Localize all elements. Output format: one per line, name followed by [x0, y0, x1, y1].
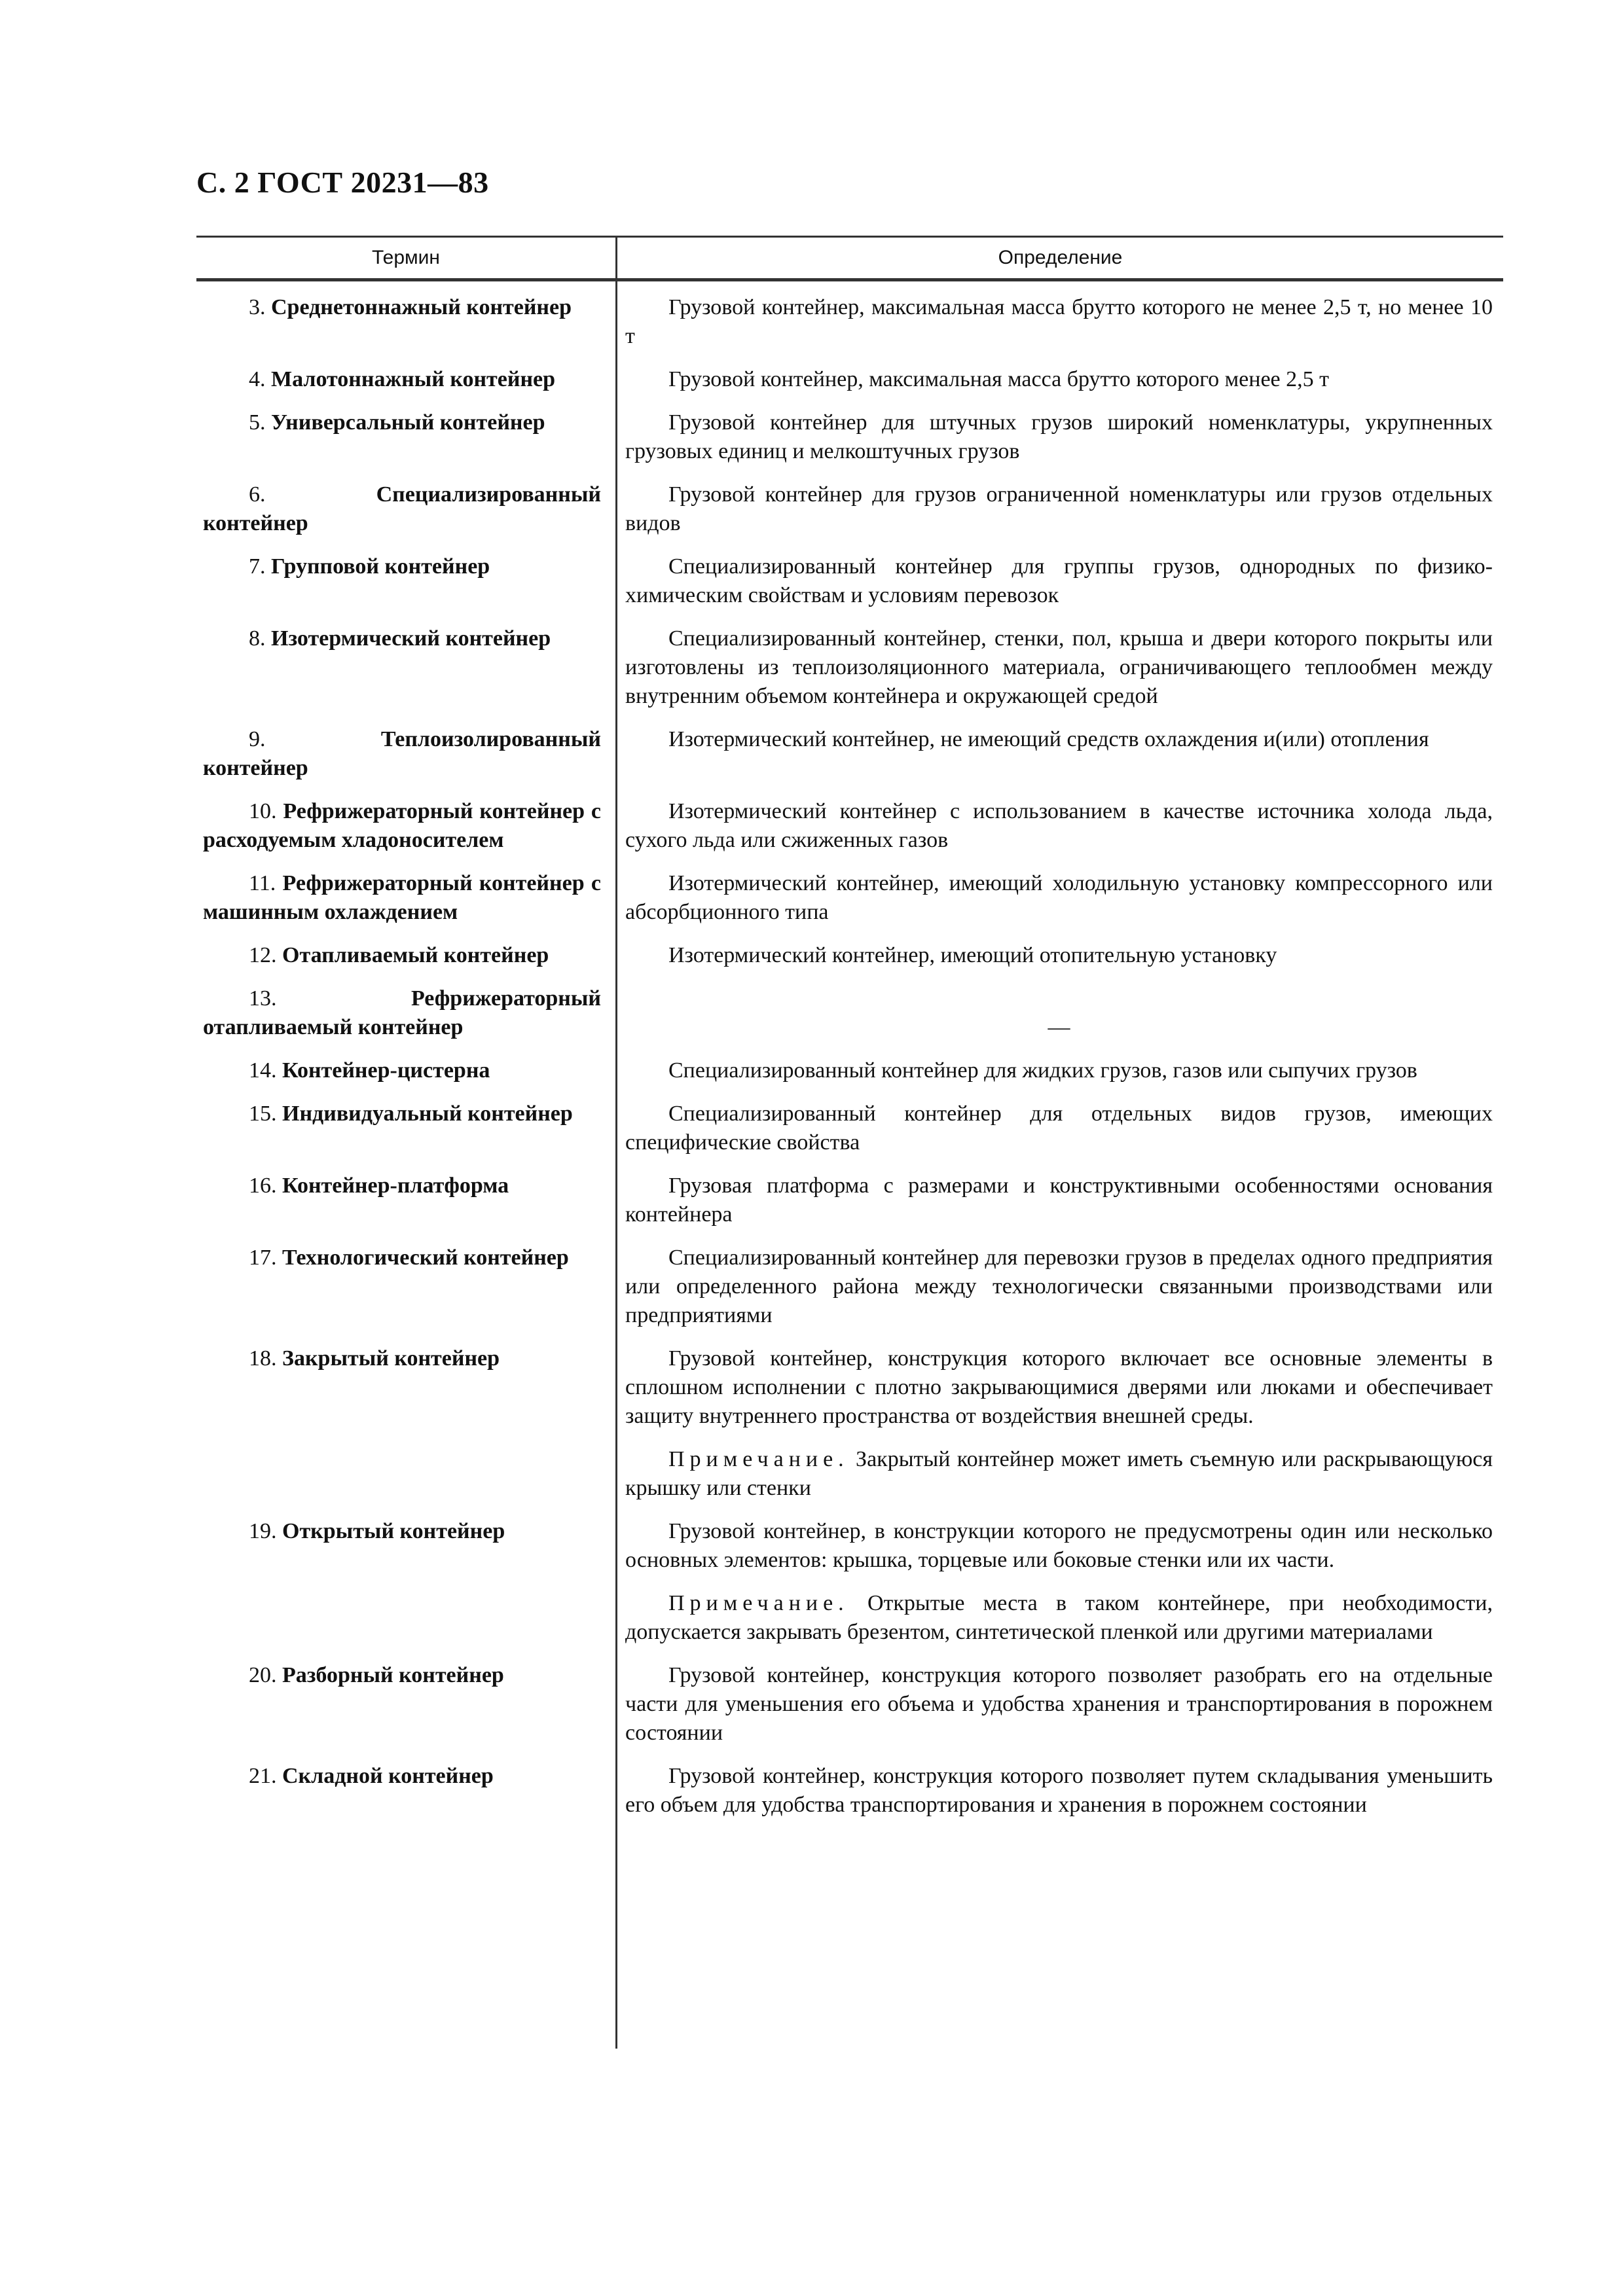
term-text: Специализированный контейнер [203, 482, 601, 535]
definition-text: Грузовая платформа с размерами и конструктивными особенностями основания контейнера [625, 1174, 1493, 1227]
table-row [196, 1244, 1503, 1330]
definition-text: Специализированный контейнер для отдельных видов грузов, имеющих специфические свойства [625, 1102, 1493, 1155]
column-header-definition: Определение [615, 238, 1503, 278]
term-number: 19. [249, 1519, 282, 1543]
term-text: Теплоизолированный контейнер [203, 727, 601, 780]
definition-cell [612, 1056, 1503, 1085]
definition-text: Специализированный контейнер для перевозки грузов в пределах одного предприятия или определенного района между технологически связанными производствами или предприятиями [625, 1246, 1493, 1327]
definition-cell [612, 365, 1503, 394]
table-row [196, 480, 1503, 538]
definition-cell [612, 1762, 1503, 1820]
definition-cell [612, 480, 1503, 538]
term-number: 10. [249, 799, 283, 823]
term-cell [196, 480, 610, 538]
term-number: 15. [249, 1102, 282, 1126]
term-cell [196, 1445, 610, 1503]
term-text: Универсальный контейнер [271, 410, 545, 435]
table-row [196, 1445, 1503, 1503]
term-text: Контейнер-платформа [282, 1174, 509, 1198]
table-row [196, 725, 1503, 783]
definition-text: Специализированный контейнер для жидких грузов, газов или сыпучих грузов [668, 1058, 1417, 1083]
definition-cell [612, 1445, 1503, 1503]
term-number: 9. [249, 727, 381, 751]
table-row [196, 365, 1503, 394]
term-cell [196, 552, 610, 610]
term-text: Групповой контейнер [271, 554, 490, 579]
terms-table [196, 236, 1503, 1820]
table-row [196, 624, 1503, 711]
definition-text: Специализированный контейнер, стенки, пол, крыша и двери которого покрыты или изготовлены из теплоизоляционного материала, ограничивающего теплообмен между внутренним объемом контейнера и окружающей средой [625, 626, 1493, 708]
definition-cell [612, 1344, 1503, 1431]
table-row [196, 941, 1503, 970]
table-body [196, 281, 1503, 1820]
definition-text: Грузовой контейнер, конструкция которого позволяет путем складывания уменьшить его объем для удобства транспортирования и хранения в порожнем состоянии [625, 1764, 1493, 1817]
term-cell [196, 797, 610, 855]
term-cell [196, 1244, 610, 1330]
definition-text: Специализированный контейнер для группы грузов, однородных по физико-химическим свойствам и условиям перевозок [625, 554, 1493, 607]
term-text: Малотоннажный контейнер [271, 367, 556, 391]
term-text: Рефрижераторный контейнер с машинным охлаждением [203, 871, 601, 924]
term-number: 13. [249, 986, 411, 1011]
term-text: Разборный контейнер [282, 1663, 504, 1687]
definition-cell [612, 797, 1503, 855]
term-number: 21. [249, 1764, 282, 1788]
table-row [196, 797, 1503, 855]
term-number: 12. [249, 943, 282, 967]
table-row [196, 293, 1503, 351]
term-text: Рефрижераторный контейнер с расходуемым хладоносителем [203, 799, 602, 852]
definition-cell [612, 1244, 1503, 1330]
table-row [196, 1762, 1503, 1820]
table-row [196, 552, 1503, 610]
table-row [196, 984, 1503, 1042]
term-number: 20. [249, 1663, 282, 1687]
term-number: 17. [249, 1246, 282, 1270]
term-number: 3. [249, 295, 271, 319]
table-row [196, 1589, 1503, 1647]
definition-text: Грузовой контейнер, конструкция которого включает все основные элементы в сплошном исполнении с плотно закрывающимися дверями или люками и обеспечивает защиту внутреннего пространства от воздействия внешней среды. [625, 1346, 1493, 1428]
definition-text: Грузовой контейнер, конструкция которого позволяет разобрать его на отдельные части для уменьшения его объема и удобства хранения и транспортирования в порожнем состоянии [625, 1663, 1493, 1745]
definition-text: Грузовой контейнер, в конструкции которого не предусмотрены один или несколько основных элементов: крышка, торцевые или боковые стенки или их части. [625, 1519, 1493, 1572]
term-text: Рефрижераторный отапливаемый контейнер [203, 986, 601, 1039]
term-cell [196, 869, 610, 927]
term-cell [196, 941, 610, 970]
table-row [196, 1344, 1503, 1431]
term-number: 18. [249, 1346, 282, 1371]
term-cell [196, 624, 610, 711]
definition-cell [612, 293, 1503, 351]
definition-cell [612, 941, 1503, 970]
table-row [196, 1056, 1503, 1085]
table-row [196, 1100, 1503, 1157]
definition-text: Закрытый контейнер может иметь съемную или раскрывающуюся крышку или стенки [625, 1447, 1493, 1500]
term-text: Индивидуальный контейнер [282, 1102, 573, 1126]
table-header [196, 236, 1503, 281]
term-text: Технологический контейнер [282, 1246, 569, 1270]
term-number: 4. [249, 367, 271, 391]
definition-cell [612, 725, 1503, 783]
term-cell [196, 1344, 610, 1431]
term-number: 8. [249, 626, 271, 651]
definition-cell [612, 1100, 1503, 1157]
term-cell [196, 1172, 610, 1229]
term-number: 6. [249, 482, 376, 507]
definition-cell [612, 1172, 1503, 1229]
table-row [196, 1661, 1503, 1748]
definition-text: Изотермический контейнер с использованием в качестве источника холода льда, сухого льда или сжиженных газов [625, 799, 1493, 852]
definition-cell [612, 624, 1503, 711]
table-row [196, 1517, 1503, 1575]
definition-cell [612, 869, 1503, 927]
term-cell [196, 725, 610, 783]
page-header: С. 2 ГОСТ 20231—83 [196, 166, 489, 199]
term-cell [196, 408, 610, 466]
term-cell [196, 1661, 610, 1748]
table-rows [196, 281, 1503, 1820]
term-number: 16. [249, 1174, 282, 1198]
definition-text: Открытые места в таком контейнере, при необходимости, допускается закрывать брезентом, синтетической пленкой или другими материалами [625, 1591, 1493, 1644]
term-number: 5. [249, 410, 271, 435]
definition-text: Изотермический контейнер, не имеющий средств охлаждения и(или) отопления [668, 727, 1429, 751]
term-cell [196, 1056, 610, 1085]
term-cell [196, 1762, 610, 1820]
definition-cell [612, 552, 1503, 610]
column-divider [615, 281, 617, 2049]
term-cell [196, 1589, 610, 1647]
definition-cell [612, 1661, 1503, 1748]
term-number: 7. [249, 554, 271, 579]
term-text: Открытый контейнер [282, 1519, 505, 1543]
definition-cell [612, 1589, 1503, 1647]
definition-text: Изотермический контейнер, имеющий отопительную установку [668, 943, 1277, 967]
definition-cell [612, 408, 1503, 466]
definition-text: Изотермический контейнер, имеющий холодильную установку компрессорного или абсорбционного типа [625, 871, 1493, 924]
table-row [196, 869, 1503, 927]
term-cell [196, 1517, 610, 1575]
table-row [196, 1172, 1503, 1229]
column-header-term: Термин [372, 247, 440, 268]
note-label: Примечание. [668, 1591, 849, 1615]
term-text: Отапливаемый контейнер [282, 943, 549, 967]
term-cell [196, 293, 610, 351]
term-text: Складной контейнер [282, 1764, 494, 1788]
term-text: Среднетоннажный контейнер [271, 295, 572, 319]
definition-text: Грузовой контейнер, максимальная масса брутто которого менее 2,5 т [668, 367, 1330, 391]
term-number: 11. [249, 871, 283, 895]
note-label: Примечание. [668, 1447, 849, 1471]
definition-cell [612, 1517, 1503, 1575]
definition-text: Грузовой контейнер, максимальная масса брутто которого не менее 2,5 т, но менее 10 т [625, 295, 1493, 348]
table-row [196, 408, 1503, 466]
term-cell [196, 984, 610, 1042]
definition-text: Грузовой контейнер для грузов ограниченной номенклатуры или грузов отдельных видов [625, 482, 1493, 535]
definition-text: — [1048, 1015, 1070, 1039]
term-text: Контейнер-цистерна [282, 1058, 490, 1083]
term-cell [196, 1100, 610, 1157]
term-text: Закрытый контейнер [282, 1346, 500, 1371]
term-number: 14. [249, 1058, 282, 1083]
definition-cell [612, 984, 1503, 1042]
definition-text: Грузовой контейнер для штучных грузов широкий номенклатуры, укрупненных грузовых единиц и мелкоштучных грузов [625, 410, 1493, 463]
term-cell [196, 365, 610, 394]
term-text: Изотермический контейнер [271, 626, 551, 651]
